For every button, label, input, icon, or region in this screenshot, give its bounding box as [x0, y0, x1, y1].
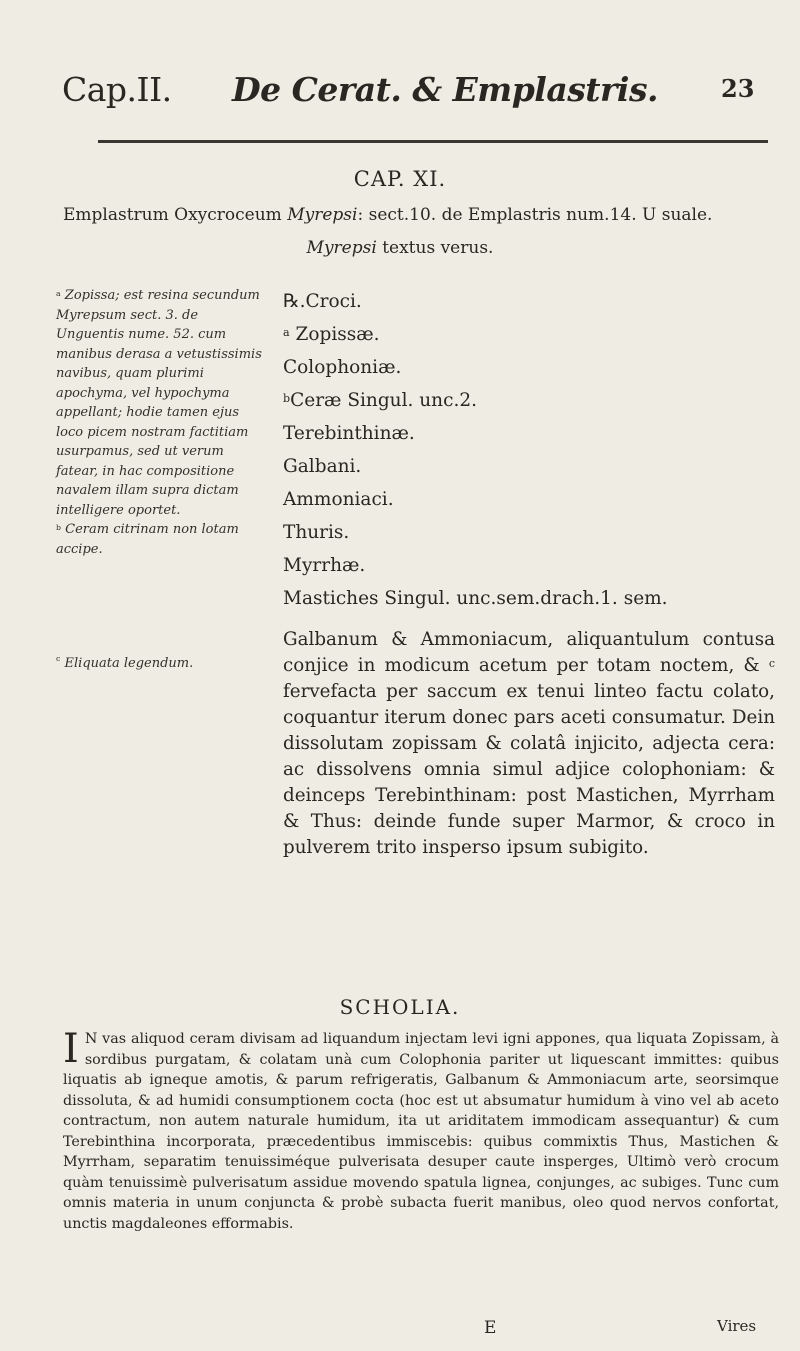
scholia-heading: SCHOLIA. [339, 995, 461, 1019]
sidenote-a-text: Zopissa; est resina secundum Myrepsum sect. 3. de Unguentis nume. 52. cum manibus derasa a vetustissimis navibus, quam plurimi apochyma, vel hypochyma appellant; hodie tamen ejus loco picem nostram factitiam usurpamus, sed ut verum fatear, in hac compositione navalem illam supra dictam intelligere oportet. [56, 288, 262, 518]
recipe-line: ℞.Croci. [283, 291, 362, 312]
source-author: Myrepsi [306, 238, 377, 258]
source-text: textus verus. [382, 238, 494, 258]
drop-cap: I [63, 1026, 79, 1072]
preparation-text-b: fervefacta per saccum ex tenui linteo factu colato, coquantur iterum donec pars aceti consumatur. Dein dissolutam zopissam & colatâ injicito, adjecta cera: ac dissolvens omnia simul adjice colophoniam: & deinceps Terebinthinam: post Mastichen, Myrrham & Thus: deinde funde super Marmor, & croco in pulverem trito insperso ipsum subigito. [283, 681, 775, 858]
sidenote-c [56, 656, 193, 671]
subtitle-part-a: Emplastrum Oxycroceum [63, 205, 282, 225]
sidenote-a [56, 286, 268, 520]
recipe-line: Myrrhæ. [283, 555, 366, 576]
scholia-paragraph [63, 1026, 779, 1234]
recipe-line-text: Ceræ Singul. unc.2. [290, 390, 477, 411]
sidenote-b-mark: b [56, 523, 61, 532]
chapter-subtitle [63, 205, 712, 225]
sidenote-b [56, 520, 268, 559]
recipe-note-mark: a [283, 326, 290, 339]
scholia-text: N vas aliquod ceram divisam ad liquandum injectam levi igni appones, qua liquata Zopissam, à sordibus purgatam, & colatam unà cum Colophonia pariter ut liquescant immittes: quibus liquatis ab igneque amotis, & parum refrigeratis, Galbanum & Ammoniacum arte, seorsimque dissoluta, & ad humidi consumptionem cocta (hoc est ut absumatur humidum à vino vel ab aceto contractum, non autem naturale humidum, ita ut ariditatem immodicam assequantur) & cum Terebinthina incorporata, præcedentibus immiscebis: quibus commixtis Thus, Mastichen & Myrrham, separatim tenuissiméque pulverisata desuper caute insperges, Ultimò verò crocum quàm tenuissimè pulverisatum assidue movendo spatula lignea, conjunges, ac subiges. Tunc cum omnis materia in unum conjuncta & probè subacta fuerit manibus, oleo quod nervos confortat, unctis magdaleones efformabis. [63, 1031, 779, 1232]
preparation-text-a: Galbanum & Ammoniacum, aliquantulum contusa conjice in modicum acetum per totam noctem, & [283, 629, 775, 676]
sidenote-c-mark: c [56, 654, 61, 663]
signature-mark: E [484, 1318, 497, 1338]
catchword: Vires [717, 1317, 757, 1335]
sidenote-c-text: Eliquata legendum. [64, 656, 194, 671]
recipe-line: Colophoniæ. [283, 357, 402, 378]
preparation-paragraph [283, 627, 775, 861]
sidenote-block [56, 286, 268, 559]
recipe-line [283, 384, 783, 417]
recipe-line [283, 318, 783, 351]
subtitle-part-c: : sect.10. de Emplastris num.14. U suale. [357, 205, 713, 225]
page-number: 23 [721, 74, 755, 103]
recipe-list [283, 285, 783, 615]
recipe-line-text: Zopissæ. [295, 324, 380, 345]
sidenote-b-text: Ceram citrinam non lotam accipe. [56, 522, 239, 557]
chapter-source-line [0, 238, 800, 258]
recipe-line: Ammoniaci. [283, 489, 394, 510]
recipe-line: Terebinthinæ. [283, 423, 415, 444]
recipe-line: Mastiches Singul. unc.sem.drach.1. sem. [283, 588, 668, 609]
header-rule [98, 140, 768, 143]
running-head-title: De Cerat. & Emplastris. [232, 70, 659, 109]
recipe-line: Thuris. [283, 522, 350, 543]
sidenote-a-mark: a [56, 289, 61, 298]
chapter-heading: CAP. XI. [353, 167, 447, 191]
recipe-note-mark: b [283, 392, 291, 405]
subtitle-author: Myrepsi [287, 205, 358, 225]
preparation-note-mark: c [768, 657, 775, 670]
running-head-chapter: Cap.II. [62, 70, 172, 109]
recipe-line: Galbani. [283, 456, 362, 477]
